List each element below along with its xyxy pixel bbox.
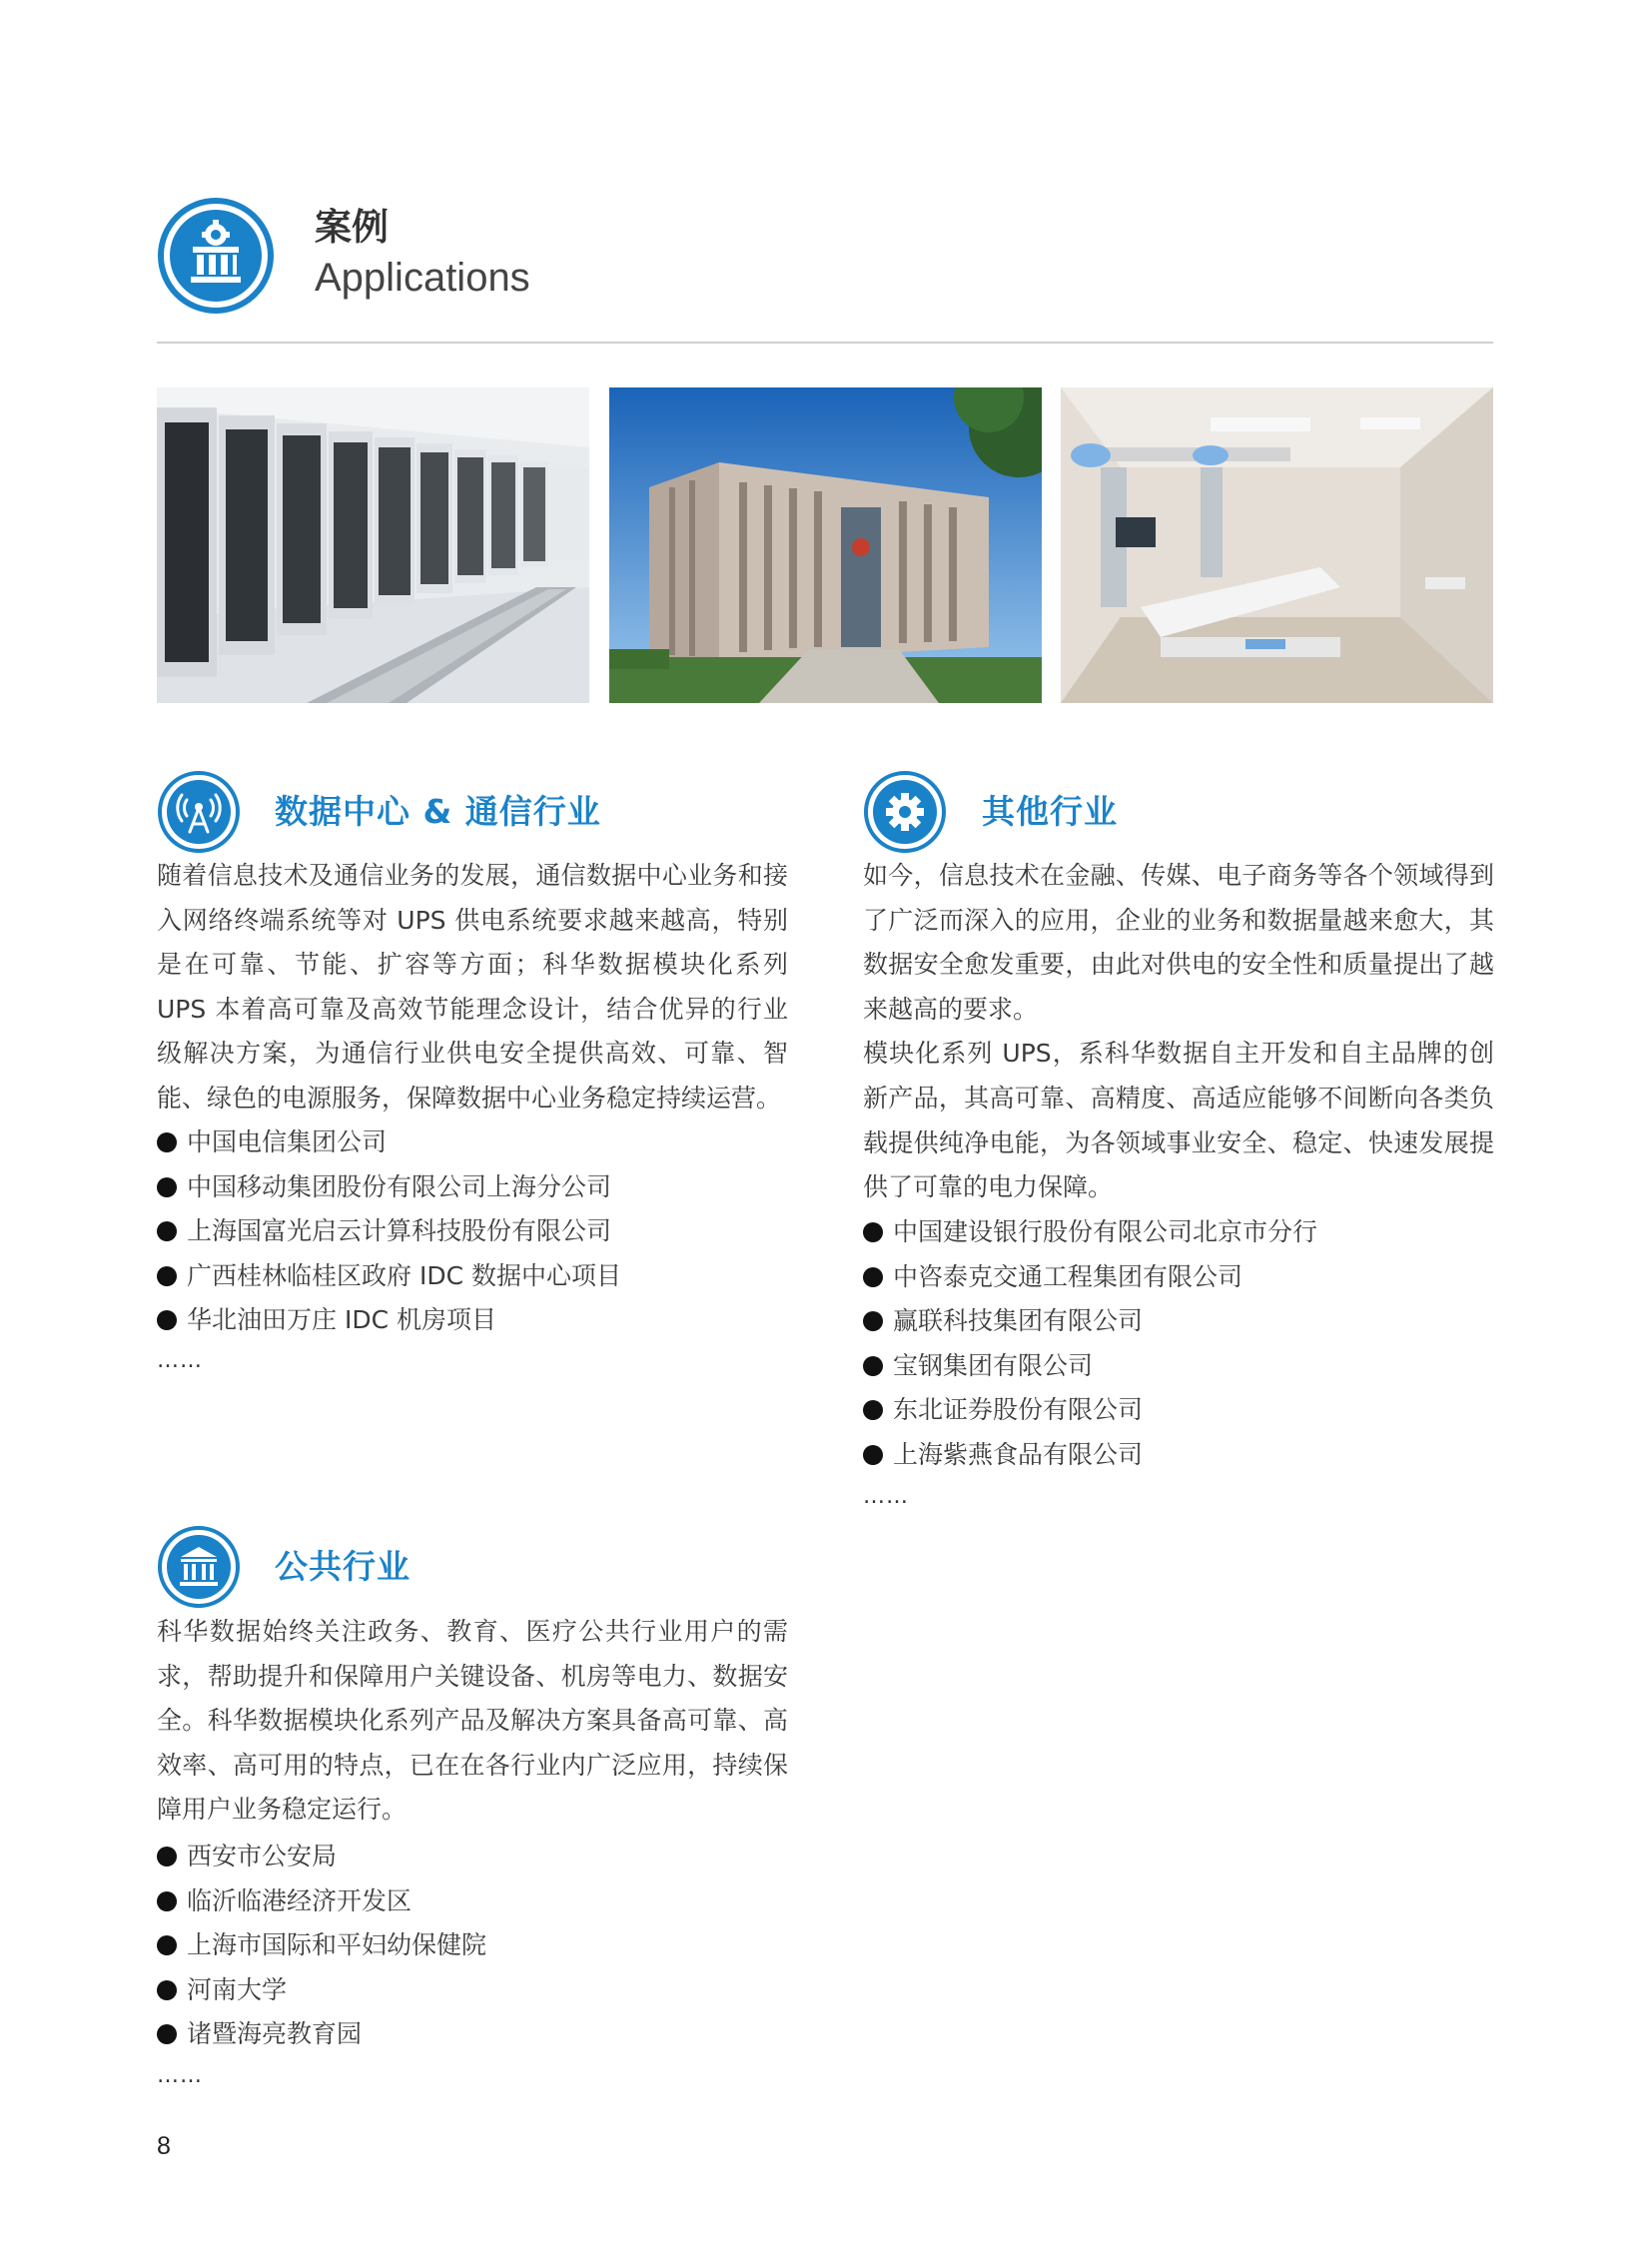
list-item: 中国建设银行股份有限公司北京市分行 — [863, 1210, 1317, 1255]
bullet-icon — [157, 1177, 177, 1197]
bullet-icon — [157, 2024, 177, 2044]
bullet-icon — [157, 1266, 177, 1286]
list-item: 宝钢集团有限公司 — [863, 1344, 1317, 1389]
list-item: 河南大学 — [157, 1968, 486, 2013]
datacenter-section-title: 数据中心 & 通信行业 — [275, 792, 601, 831]
bullet-icon — [863, 1400, 883, 1420]
list-item: 临沂临港经济开发区 — [157, 1879, 486, 1924]
public-more: …… — [157, 2063, 203, 2088]
gear-icon — [863, 770, 947, 854]
signal-tower-icon — [157, 770, 241, 854]
public-description — [157, 1610, 788, 1833]
page-number: 8 — [157, 2132, 171, 2160]
hospital-ward-photo — [1061, 387, 1493, 703]
page-title-zh: 案例 — [315, 206, 389, 249]
datacenter-more: …… — [157, 1348, 203, 1373]
list-item: 上海紫燕食品有限公司 — [863, 1433, 1317, 1478]
public-section-title: 公共行业 — [275, 1547, 411, 1586]
institution-building-icon — [157, 1525, 241, 1609]
datacenter-description — [157, 854, 788, 1121]
bullet-icon — [157, 1132, 177, 1152]
list-item: 华北油田万庄 IDC 机房项目 — [157, 1298, 621, 1343]
list-item: 赢联科技集团有限公司 — [863, 1299, 1317, 1344]
page-title-en: Applications — [315, 256, 530, 300]
bullet-icon — [863, 1356, 883, 1376]
other-paragraph-2: 模块化系列 UPS，系科华数据自主开发和自主品牌的创新产品，其高可靠、高精度、高适应能够不间断向各类负载提供纯净电能，为各领域事业安全、稳定、快速发展提供了可靠的电力保障。 — [863, 1039, 1494, 1202]
bullet-icon — [157, 1935, 177, 1955]
header-divider — [157, 342, 1493, 344]
list-item: 上海国富光启云计算科技股份有限公司 — [157, 1209, 621, 1254]
list-item: 西安市公安局 — [157, 1835, 486, 1879]
data-center-photo — [157, 387, 589, 703]
other-section-title: 其他行业 — [982, 792, 1118, 831]
bullet-icon — [157, 1310, 177, 1330]
list-item: 中国移动集团股份有限公司上海分公司 — [157, 1165, 621, 1210]
list-item: 中咨泰克交通工程集团有限公司 — [863, 1255, 1317, 1300]
list-item: 上海市国际和平妇幼保健院 — [157, 1923, 486, 1968]
bullet-icon — [863, 1222, 883, 1242]
list-item: 中国电信集团公司 — [157, 1120, 621, 1165]
datacenter-client-list — [157, 1120, 621, 1343]
other-more: …… — [863, 1484, 909, 1509]
bullet-icon — [157, 1847, 177, 1867]
bullet-icon — [863, 1267, 883, 1287]
other-description — [863, 854, 1494, 1210]
bullet-icon — [157, 1221, 177, 1241]
bullet-icon — [157, 1980, 177, 2000]
datacenter-paragraph: 随着信息技术及通信业务的发展，通信数据中心业务和接入网络终端系统等对 UPS 供电系统要求越来越高，特别是在可靠、节能、扩容等方面；科华数据模块化系列 UPS 本着高可靠及高效节能理念设计，结合优异的行业级解决方案，为通信行业供电安全提供高效、可靠、智能、绿色的电源服务，保障数据中心业务稳定持续运营。 — [157, 861, 788, 1113]
public-client-list — [157, 1835, 486, 2057]
other-client-list — [863, 1210, 1317, 1478]
public-paragraph: 科华数据始终关注政务、教育、医疗公共行业用户的需求，帮助提升和保障用户关键设备、机房等电力、数据安全。科华数据模块化系列产品及解决方案具备高可靠、高效率、高可用的特点，已在在各行业内广泛应用，持续保障用户业务稳定运行。 — [157, 1617, 788, 1825]
other-paragraph-1: 如今，信息技术在金融、传媒、电子商务等各个领域得到了广泛而深入的应用，企业的业务和数据量越来愈大，其数据安全愈发重要，由此对供电的安全性和质量提出了越来越高的要求。 — [863, 861, 1494, 1024]
government-building-photo — [609, 387, 1042, 703]
list-item: 诸暨海亮教育园 — [157, 2012, 486, 2057]
list-item: 广西桂林临桂区政府 IDC 数据中心项目 — [157, 1254, 621, 1299]
applications-header-icon — [157, 197, 275, 315]
bullet-icon — [863, 1445, 883, 1465]
bullet-icon — [157, 1891, 177, 1911]
bullet-icon — [863, 1311, 883, 1331]
list-item: 东北证券股份有限公司 — [863, 1388, 1317, 1433]
